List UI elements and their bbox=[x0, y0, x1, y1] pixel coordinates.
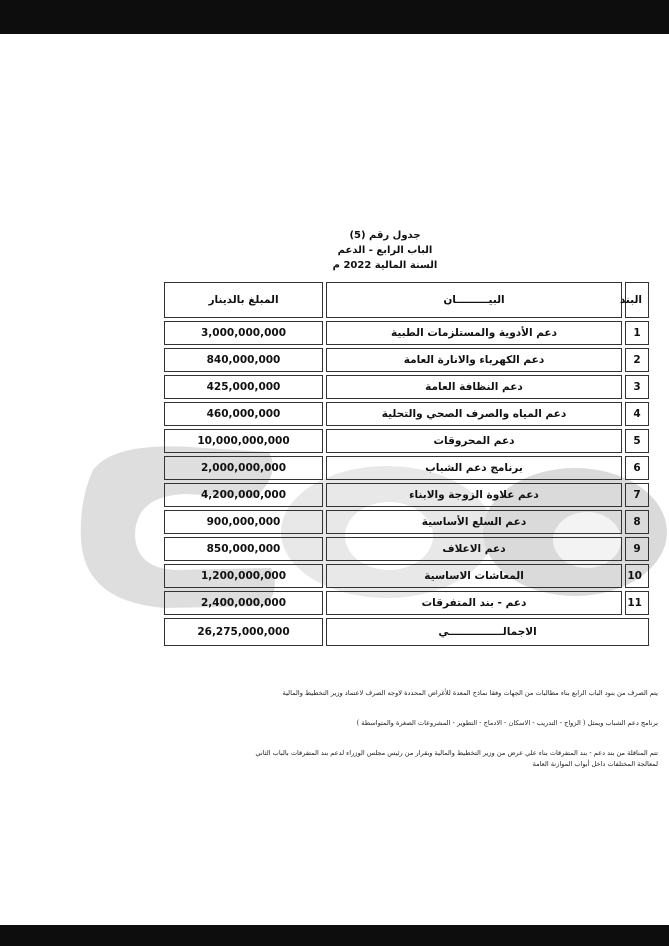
table-row bbox=[164, 591, 649, 615]
bottom-black-bar bbox=[0, 925, 669, 946]
row-number: 4 bbox=[625, 402, 649, 426]
row-amount: 850,000,000 bbox=[164, 537, 323, 561]
column-header-number: البند bbox=[625, 282, 649, 318]
row-number: 9 bbox=[625, 537, 649, 561]
table-row bbox=[164, 483, 649, 507]
column-header-description: البيـــــــــان bbox=[326, 282, 622, 318]
row-number: 1 bbox=[625, 321, 649, 345]
row-amount: 425,000,000 bbox=[164, 375, 323, 399]
row-amount: 10,000,000,000 bbox=[164, 429, 323, 453]
row-amount: 1,200,000,000 bbox=[164, 564, 323, 588]
row-amount: 2,000,000,000 bbox=[164, 456, 323, 480]
top-black-bar bbox=[0, 0, 669, 34]
row-description: دعم الأدوية والمستلزمات الطبية bbox=[326, 321, 622, 345]
row-description: دعم - بند المتفرقات bbox=[326, 591, 622, 615]
row-number: 5 bbox=[625, 429, 649, 453]
note-1: يتم الصرف من بنود الباب الرابع بناء مطالبات من الجهات وفقا نماذج المعدة للأغراض المحددة لاوجه الصرف لاعتماد وزير التخطيط والمالية bbox=[282, 689, 658, 697]
table-row bbox=[164, 564, 649, 588]
row-number: 6 bbox=[625, 456, 649, 480]
column-header-amount: المبلغ بالدينار bbox=[164, 282, 323, 318]
row-description: دعم السلع الأساسية bbox=[326, 510, 622, 534]
row-description: دعم الكهرباء والانارة العامة bbox=[326, 348, 622, 372]
table-row bbox=[164, 537, 649, 561]
section-title: الباب الرابع - الدعم bbox=[337, 245, 433, 256]
footnotes bbox=[168, 688, 658, 789]
row-amount: 460,000,000 bbox=[164, 402, 323, 426]
row-number: 7 bbox=[625, 483, 649, 507]
table-row bbox=[164, 510, 649, 534]
table-title: جدول رقم (5) bbox=[349, 230, 421, 241]
table-row bbox=[164, 402, 649, 426]
note-3: تتم المناقلة من بند دعم - بند المتفرقات بناء علي عرض من وزير التخطيط والمالية وبقرار من رئيس مجلس الوزراء لدعم بند المتفرقات بالباب الثاني bbox=[255, 749, 658, 757]
row-amount: 2,400,000,000 bbox=[164, 591, 323, 615]
table-row bbox=[164, 321, 649, 345]
table-row bbox=[164, 375, 649, 399]
row-amount: 4,200,000,000 bbox=[164, 483, 323, 507]
fiscal-year: السنة المالية 2022 م bbox=[332, 260, 438, 271]
row-number: 11 bbox=[625, 591, 649, 615]
row-number: 10 bbox=[625, 564, 649, 588]
note-2: برنامج دعم الشباب ويمثل ( الزواج - التدريب - الاسكان - الادماج - التطوير - المشروعات الصغرة والمتواسطة ) bbox=[356, 719, 658, 727]
row-description: المعاشات الاساسية bbox=[326, 564, 622, 588]
total-amount: 26,275,000,000 bbox=[164, 618, 323, 646]
row-number: 3 bbox=[625, 375, 649, 399]
row-amount: 900,000,000 bbox=[164, 510, 323, 534]
row-description: دعم المحروقات bbox=[326, 429, 622, 453]
row-amount: 3,000,000,000 bbox=[164, 321, 323, 345]
table-row bbox=[164, 348, 649, 372]
row-number: 8 bbox=[625, 510, 649, 534]
table-total-row bbox=[164, 618, 649, 646]
row-description: دعم الاعلاف bbox=[326, 537, 622, 561]
row-amount: 840,000,000 bbox=[164, 348, 323, 372]
row-number: 2 bbox=[625, 348, 649, 372]
table-row bbox=[164, 456, 649, 480]
row-description: دعم النظافة العامة bbox=[326, 375, 622, 399]
table-row bbox=[164, 429, 649, 453]
table-heading bbox=[300, 228, 470, 273]
table-header-row bbox=[164, 282, 649, 318]
row-description: دعم المياه والصرف الصحي والتحلية bbox=[326, 402, 622, 426]
note-4: لمعالجة المختلفات داخل أبواب الموازنة العامة bbox=[532, 760, 658, 768]
row-description: دعم علاوة الزوجة والابناء bbox=[326, 483, 622, 507]
total-label: الاجمالـــــــــــــــي bbox=[326, 618, 649, 646]
subsidy-table bbox=[161, 279, 652, 649]
row-description: برنامج دعم الشباب bbox=[326, 456, 622, 480]
